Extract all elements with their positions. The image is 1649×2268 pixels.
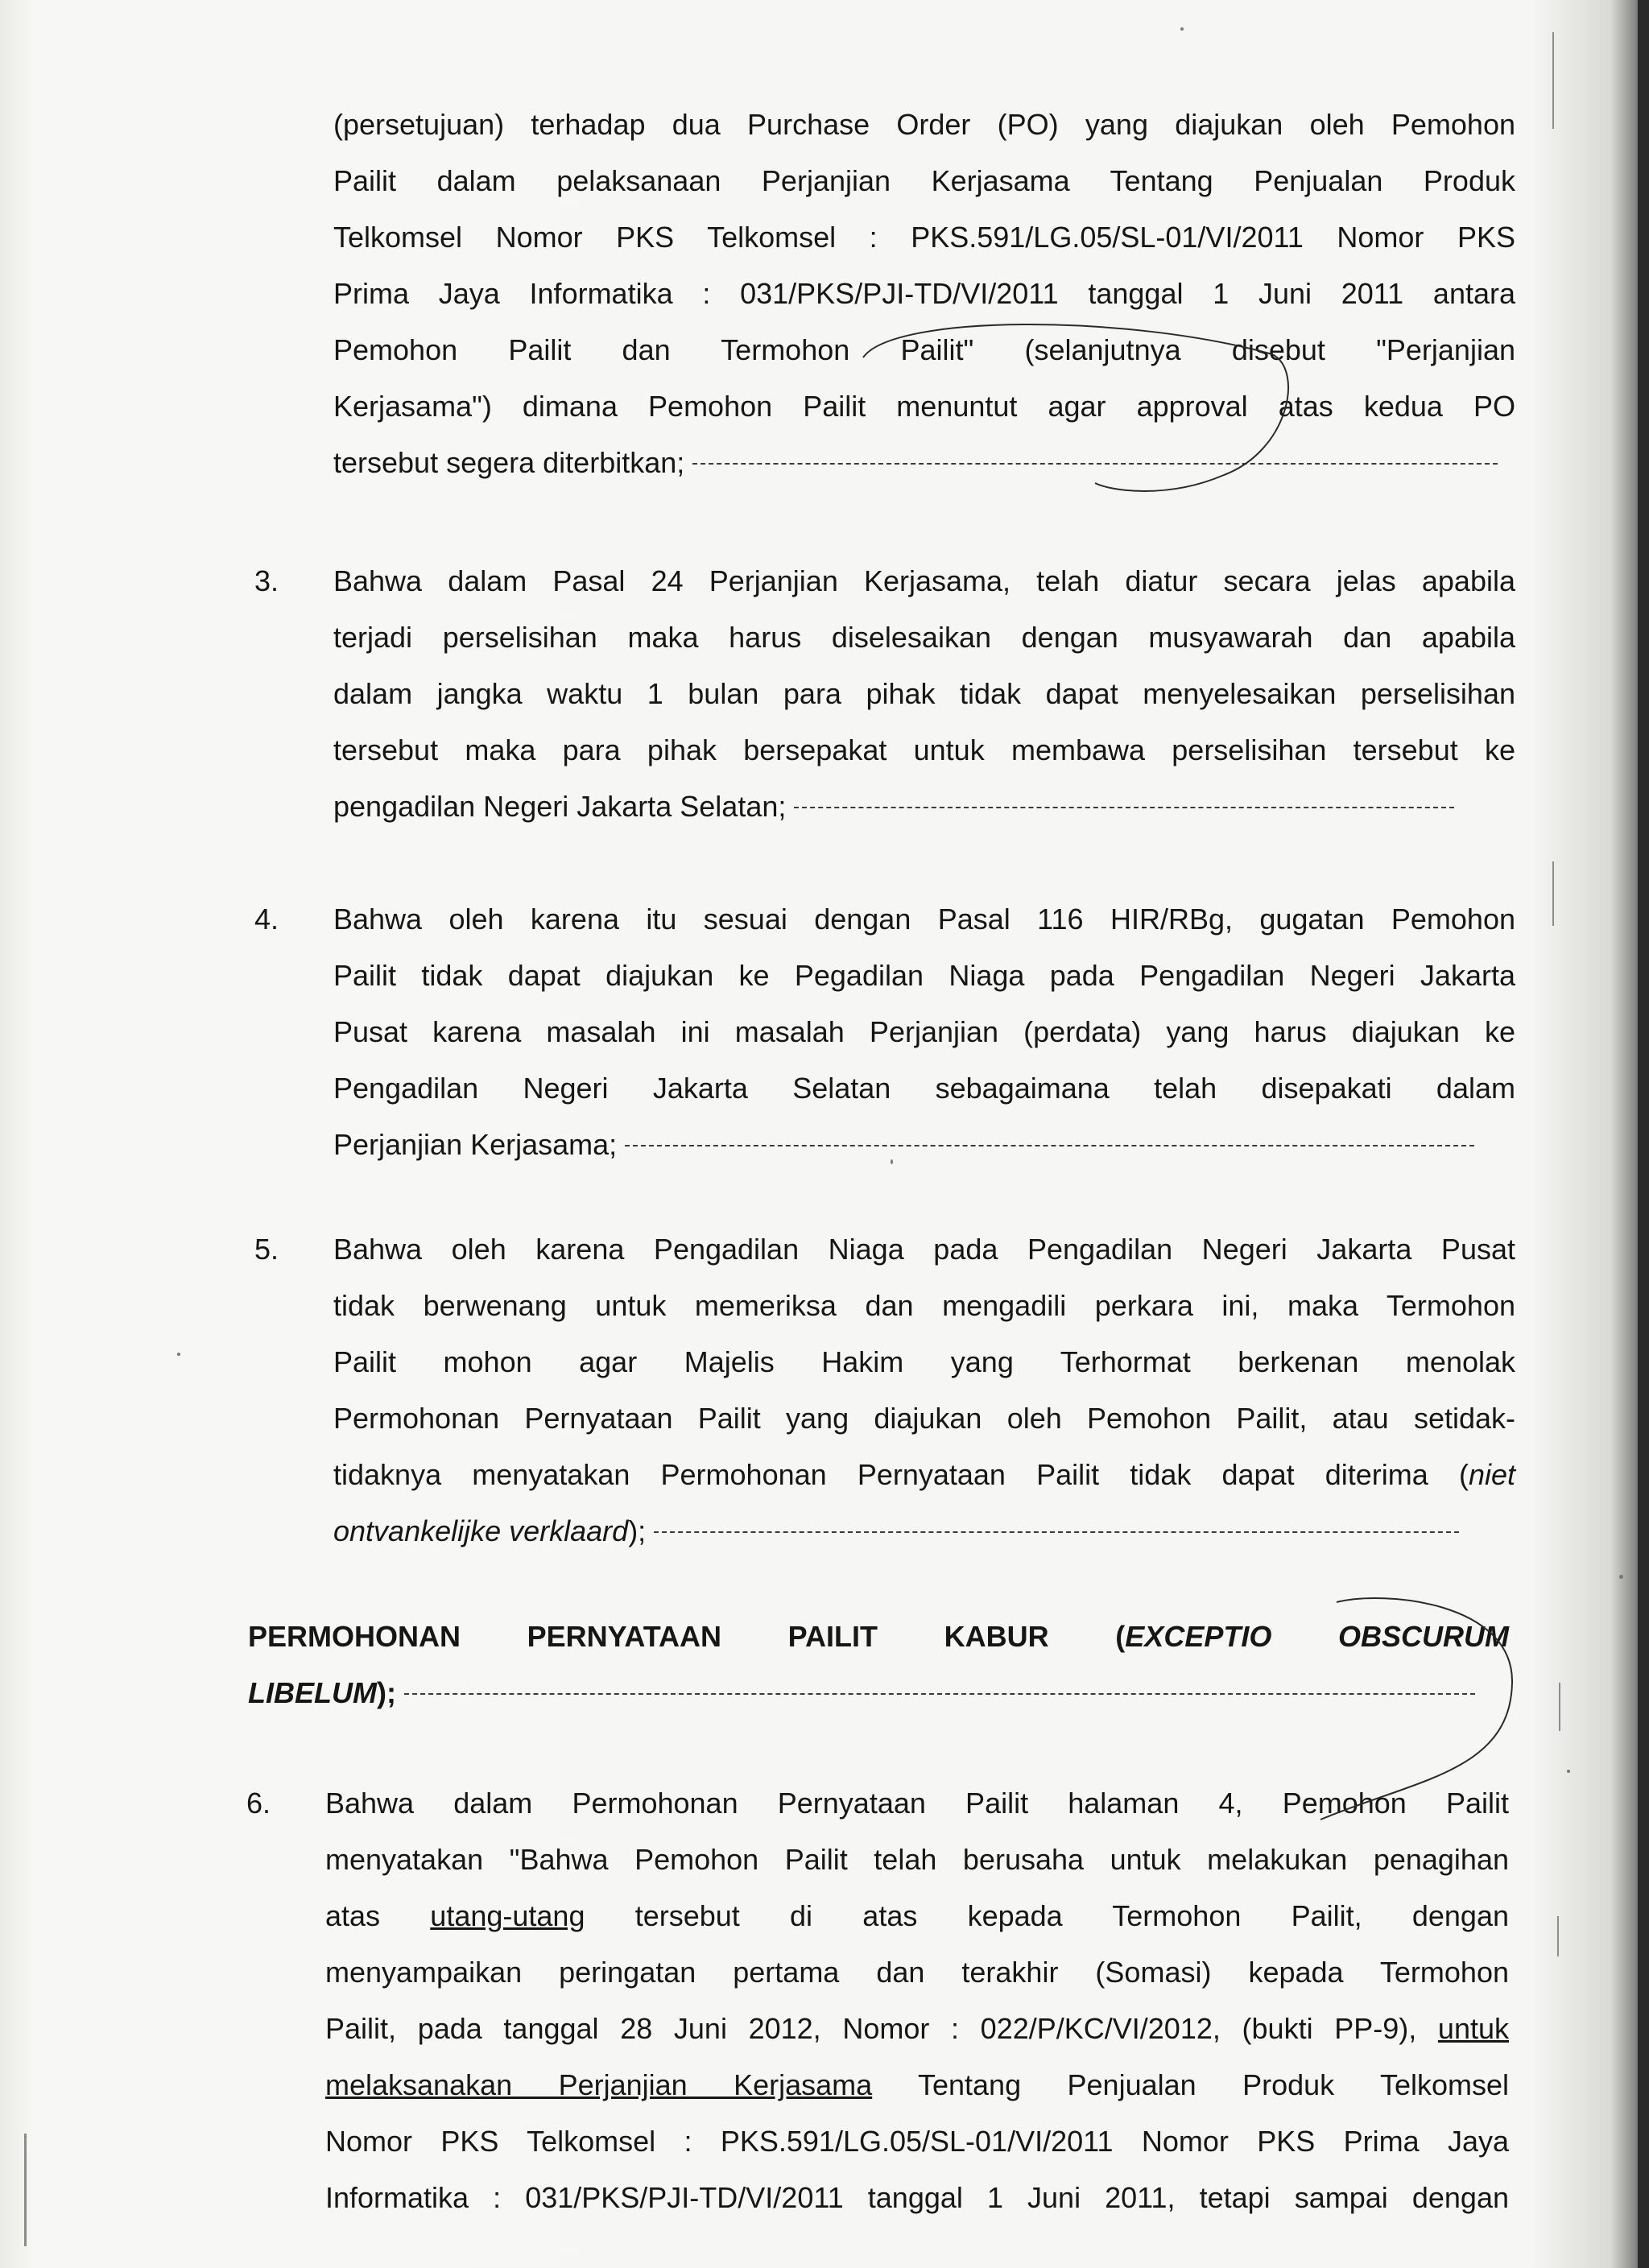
scan-artifact (1552, 32, 1554, 129)
line-text: atas (325, 1899, 381, 1932)
text-line: Permohonan Pernyataan Pailit yang diajukan oleh Pemohon Pailit, atau setidak- (333, 1402, 1515, 1435)
heading-text: PERMOHONAN PERNYATAAN PAILIT KABUR ( (248, 1620, 1126, 1653)
text-line: Pailit tidak dapat diajukan ke Pegadilan Niaga pada Pengadilan Negeri Jakarta (333, 959, 1515, 992)
underlined-text: melaksanakan Perjanjian Kerjasama (325, 2068, 873, 2101)
line-text: tersebut di atas kepada Termohon Pailit, dengan (634, 1899, 1509, 1932)
text-line: Pusat karena masalah ini masalah Perjanjian (perdata) yang harus diajukan ke (333, 1015, 1515, 1048)
line-text: Tentang Penjualan Produk Telkomsel (917, 2068, 1509, 2101)
text-line: Telkomsel Nomor PKS Telkomsel : PKS.591/LG.05/SL-01/VI/2011 Nomor PKS (333, 221, 1515, 254)
text-line: Pengadilan Negeri Jakarta Selatan sebagaimana telah disepakati dalam (333, 1072, 1515, 1105)
underlined-text: untuk (1437, 2012, 1509, 2045)
scan-artifact (24, 2134, 27, 2246)
line-text: pengadilan Negeri Jakarta Selatan; (333, 790, 787, 823)
scan-speck (1180, 27, 1184, 31)
text-line: menyampaikan peringatan pertama dan terakhir (Somasi) kepada Termohon (325, 1956, 1509, 1989)
scan-artifact (1557, 1916, 1559, 1956)
text-line: terjadi perselisihan maka harus diselesaikan dengan musyawarah dan apabila (333, 621, 1515, 654)
text-line: Informatika : 031/PKS/PJI-TD/VI/2011 tanggal 1 Juni 2011, tetapi sampai dengan (325, 2181, 1509, 2214)
item-number: 3. (254, 564, 279, 597)
pen-loop-mark (863, 324, 1288, 491)
text-line: Prima Jaya Informatika : 031/PKS/PJI-TD/VI/2011 tanggal 1 Juni 2011 antara (333, 277, 1515, 310)
item-number: 6. (246, 1787, 271, 1820)
underlined-text: utang-utang (430, 1899, 585, 1932)
text-line: menyatakan "Bahwa Pemohon Pailit telah berusaha untuk melakukan penagihan (325, 1843, 1509, 1876)
text-line: Kerjasama") dimana Pemohon Pailit menuntut agar approval atas kedua PO (333, 390, 1515, 423)
scan-speck (1619, 1575, 1623, 1579)
text-line: Bahwa oleh karena Pengadilan Niaga pada Pengadilan Negeri Jakarta Pusat (333, 1233, 1515, 1266)
text-line: Bahwa dalam Pasal 24 Perjanjian Kerjasama, telah diatur secara jelas apabila (333, 564, 1515, 597)
heading-text: ); (376, 1676, 396, 1709)
text-line: Bahwa dalam Permohonan Pernyataan Pailit halaman 4, Pemohon Pailit (325, 1787, 1509, 1820)
italic-text: ontvankelijke verklaard (333, 1514, 629, 1547)
heading-italic: EXCEPTIO OBSCURUM (1125, 1620, 1509, 1653)
scan-artifact (1552, 861, 1554, 926)
line-text: tidaknya menyatakan Permohonan Pernyataan Pailit tidak dapat diterima ( (333, 1458, 1469, 1491)
scan-speck (891, 1159, 893, 1164)
text-line: Bahwa oleh karena itu sesuai dengan Pasal 116 HIR/RBg, gugatan Pemohon (333, 903, 1515, 936)
text-line: Pemohon Pailit dan Termohon Pailit" (selanjutnya disebut "Perjanjian (333, 333, 1515, 366)
text-line: dalam jangka waktu 1 bulan para pihak tidak dapat menyelesaikan perselisihan (333, 677, 1515, 710)
line-text: Perjanjian Kerjasama; (333, 1128, 618, 1161)
scan-speck (1567, 1770, 1570, 1773)
scan-speck (177, 1353, 180, 1356)
item-number: 4. (254, 903, 279, 936)
text-line: tidak berwenang untuk memeriksa dan mengadili perkara ini, maka Termohon (333, 1289, 1515, 1322)
text-line: Nomor PKS Telkomsel : PKS.591/LG.05/SL-01/VI/2011 Nomor PKS Prima Jaya (325, 2125, 1509, 2158)
pen-bracket-mark (1320, 1598, 1512, 1820)
heading-italic: LIBELUM (248, 1676, 377, 1709)
line-text: Pailit, pada tanggal 28 Juni 2012, Nomor : 022/P/KC/VI/2012, (bukti PP-9), (325, 2012, 1417, 2045)
text-line: (persetujuan) terhadap dua Purchase Order (PO) yang diajukan oleh Pemohon (333, 108, 1515, 141)
line-text: tersebut segera diterbitkan; (333, 446, 685, 479)
italic-text: niet (1468, 1458, 1515, 1491)
scan-artifact (1559, 1683, 1560, 1731)
text-line: Pailit dalam pelaksanaan Perjanjian Kerjasama Tentang Penjualan Produk (333, 164, 1515, 197)
line-text: ); (628, 1514, 647, 1547)
text-line: Pailit mohon agar Majelis Hakim yang Terhormat berkenan menolak (333, 1345, 1515, 1378)
text-line: tersebut maka para pihak bersepakat untuk membawa perselisihan tersebut ke (333, 733, 1515, 766)
item-number: 5. (254, 1233, 279, 1266)
